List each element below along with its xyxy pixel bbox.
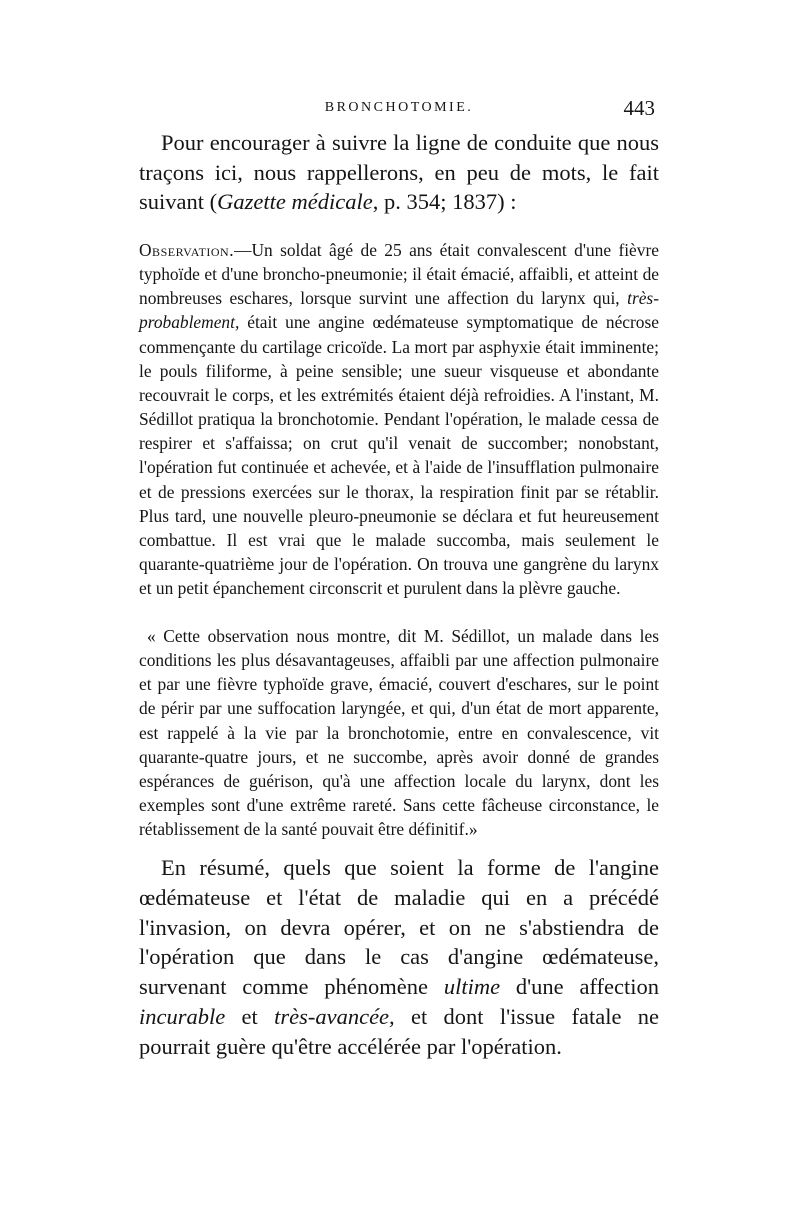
observation-text-1: —Un soldat âgé de 25 ans était convalescent d'une fièvre typhoïde et d'une broncho-pneumonie; il était émacié, affaibli, et atteint de nombreuses eschares, lorsque survint une affection du larynx qui, bbox=[139, 240, 659, 309]
summary-italic-incurable: incurable bbox=[139, 1003, 226, 1029]
intro-text-after: , p. 354; 1837) : bbox=[372, 189, 517, 214]
summary-text-3: et bbox=[225, 1003, 275, 1029]
summary-text-2: d'une affection bbox=[500, 974, 659, 1000]
intro-paragraph bbox=[139, 128, 659, 217]
observation-heading: Observation. bbox=[139, 240, 235, 260]
summary-italic-ultime: ultime bbox=[443, 974, 501, 1000]
sedillot-quote-paragraph: « Cette observation nous montre, dit M. Sédillot, un malade dans les conditions les plus désavantageuses, affaibli par une affection pulmonaire et par une fièvre typhoïde grave, émacié, couvert d'eschares, sur le point de périr par une suffocation laryngée, et qui, d'un état de mort apparente, est rappelé à la vie par la bronchotomie, entre en convalescence, vit quarante-quatre jours, et ne succombe, après avoir donné de grandes espérances de guérison, qu'à une affection locale du larynx, dont les exemples sont d'une extrême rareté. Sans cette fâcheuse circonstance, le rétablissement de la santé pouvait être définitif.» bbox=[139, 626, 659, 840]
page-number: 443 bbox=[623, 96, 655, 120]
observation-paragraph bbox=[139, 238, 659, 600]
observation-text-2: était une angine œdémateuse symptomatique de nécrose commençante du cartilage cricoïde. La mort par asphyxie était imminente; le pouls filiforme, à peine sensible; une sueur visqueuse et abondante recouvrait le corps, et les extrémités étaient déjà refroidies. A l'instant, M. Sédillot pratiqua la bronchotomie. Pendant l'opération, le malade cessa de respirer et s'affaissa; on crut qu'il venait de succomber; nonobstant, l'opération fut continuée et achevée, et à l'aide de l'insufflation pulmonaire et de pressions exercées sur le thorax, la respiration finit par se rétablir. Plus tard, une nouvelle pleuro-pneumonie se déclara et fut heureusement combattue. Il est vrai que le malade succomba, mais seulement le quarante-quatrième jour de l'opération. On trouva une gangrène du larynx et un petit épanchement circonscrit et purulent dans la plèvre gauche. bbox=[139, 312, 659, 599]
intro-text-before: Pour encourager à suivre la ligne de conduite que nous traçons ici, nous rappellerons, en peu de mots, le fait suivant ( bbox=[139, 130, 659, 214]
summary-text-1: En résumé, quels que soient la forme de l'angine œdémateuse et l'état de maladie qui en a précédé l'invasion, on devra opérer, et on ne s'abstiendra de l'opération que dans le cas d'angine œdémateuse, survenant comme phénomène bbox=[139, 855, 659, 1000]
summary-text-4: et dont l'issue fatale ne pourrait guère qu'être accélérée par l'opération. bbox=[139, 1003, 659, 1059]
summary-italic-tres-avancee: très-avancée, bbox=[274, 1003, 395, 1029]
summary-paragraph bbox=[139, 853, 659, 1062]
observation-italic: très-probablement, bbox=[139, 288, 659, 333]
running-title: BRONCHOTOMIE. bbox=[324, 100, 474, 115]
source-citation: Gazette médicale bbox=[217, 189, 373, 214]
running-head bbox=[139, 96, 659, 126]
